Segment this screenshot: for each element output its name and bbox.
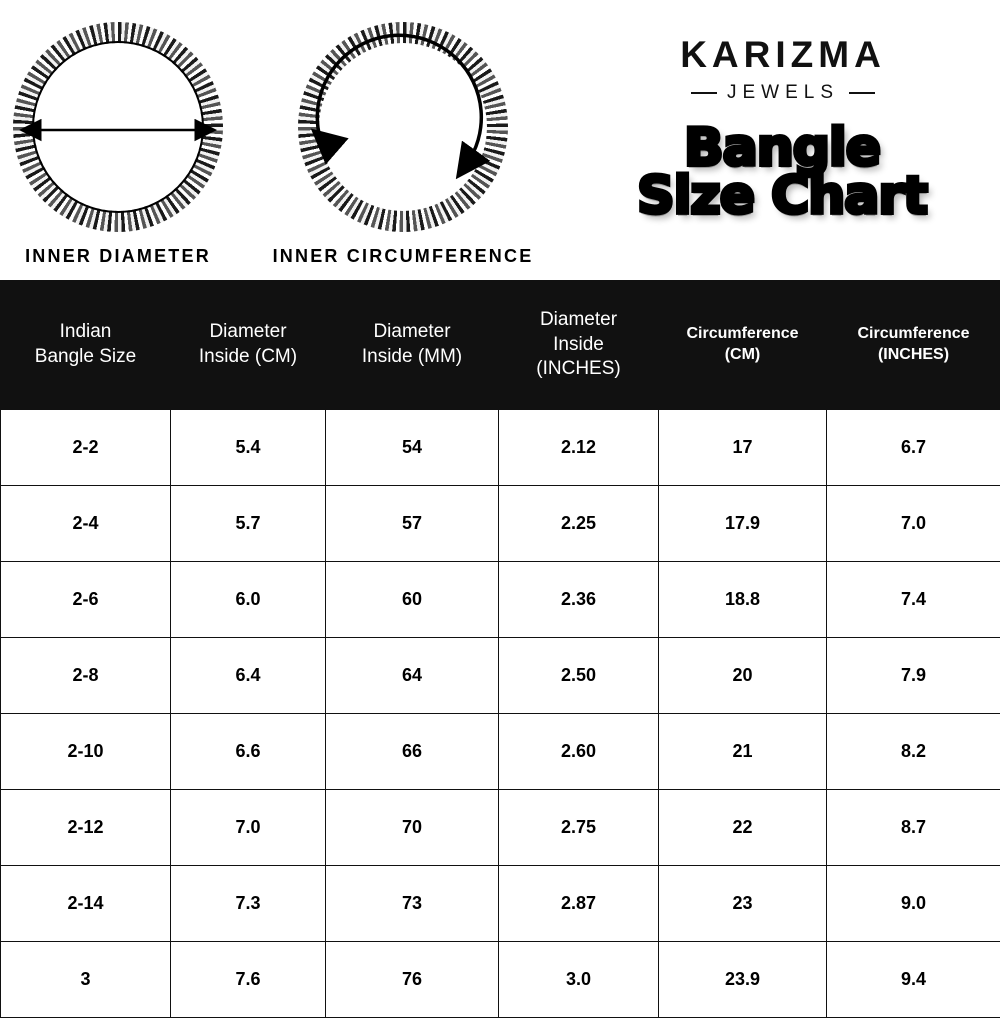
table-cell: 60: [326, 562, 499, 638]
bangle-ring-diameter: [13, 22, 223, 232]
table-cell: 7.0: [827, 486, 1000, 562]
diagram-inner-diameter: [2, 22, 234, 267]
table-cell: 2.87: [499, 866, 659, 942]
table-cell: 57: [326, 486, 499, 562]
table-cell: 2-6: [1, 562, 171, 638]
table-cell: 8.2: [827, 714, 1000, 790]
table-cell: 2.50: [499, 638, 659, 714]
table-row: [1, 562, 1000, 638]
table-cell: 7.0: [171, 790, 326, 866]
col-header-diameter-cm: [171, 281, 326, 410]
diagram-label-inner-circumference: INNER CIRCUMFERENCE: [258, 246, 548, 267]
col-header-line-1: Indian: [7, 320, 164, 345]
table-cell: 2.75: [499, 790, 659, 866]
table-cell: 5.4: [171, 410, 326, 486]
table-cell: 2.60: [499, 714, 659, 790]
brand-name: KARIZMA: [618, 36, 948, 73]
table-cell: 9.0: [827, 866, 1000, 942]
bangle-ring-circumference: [298, 22, 508, 232]
table-cell: 70: [326, 790, 499, 866]
table-cell: 7.3: [171, 866, 326, 942]
diagram-inner-circumference: [258, 22, 548, 267]
table-cell: 2-14: [1, 866, 171, 942]
table-cell: 2-8: [1, 638, 171, 714]
col-header-line-2: Inside (CM): [177, 345, 319, 370]
table-cell: 18.8: [659, 562, 827, 638]
table-body: [1, 410, 1000, 1018]
table-cell: 20: [659, 638, 827, 714]
table-cell: 2.25: [499, 486, 659, 562]
col-header-line-2: Inside: [505, 333, 652, 358]
circumference-arrow-icon: [298, 22, 508, 232]
col-header-line-2: (CM): [665, 345, 820, 366]
table-cell: 17.9: [659, 486, 827, 562]
col-header-line-2: (INCHES): [833, 345, 994, 366]
table-row: [1, 790, 1000, 866]
table-cell: 2.36: [499, 562, 659, 638]
table-cell: 6.7: [827, 410, 1000, 486]
table-cell: 23.9: [659, 942, 827, 1018]
table-header-row: [1, 281, 1000, 410]
page-title-line-1: Bangle: [612, 125, 952, 173]
table-cell: 7.4: [827, 562, 1000, 638]
table-row: [1, 942, 1000, 1018]
col-header-line-1: Diameter: [505, 308, 652, 333]
brand-subtitle-row: [618, 82, 948, 104]
table-cell: 66: [326, 714, 499, 790]
table-cell: 23: [659, 866, 827, 942]
diameter-arrow-icon: [13, 22, 223, 232]
col-header-line-1: Circumference: [833, 324, 994, 345]
col-header-circumference-cm: [659, 281, 827, 410]
table-cell: 6.0: [171, 562, 326, 638]
col-header-circumference-inches: [827, 281, 1000, 410]
col-header-line-1: Diameter: [177, 320, 319, 345]
page-title-line-2: Size Chart: [612, 173, 952, 221]
table-cell: 2-10: [1, 714, 171, 790]
table-cell: 5.7: [171, 486, 326, 562]
table-cell: 7.9: [827, 638, 1000, 714]
table-cell: 8.7: [827, 790, 1000, 866]
table-cell: 64: [326, 638, 499, 714]
table-cell: 2.12: [499, 410, 659, 486]
table-row: [1, 638, 1000, 714]
table-row: [1, 714, 1000, 790]
diagram-label-inner-diameter: INNER DIAMETER: [2, 246, 234, 267]
table-cell: 73: [326, 866, 499, 942]
table-row: [1, 866, 1000, 942]
brand-dash-left: [691, 92, 717, 94]
table-cell: 6.6: [171, 714, 326, 790]
brand-dash-right: [849, 92, 875, 94]
page-title: [612, 125, 952, 221]
table-cell: 2-12: [1, 790, 171, 866]
col-header-line-1: Circumference: [665, 324, 820, 345]
table-cell: 9.4: [827, 942, 1000, 1018]
col-header-line-2: Bangle Size: [7, 345, 164, 370]
header-illustration-area: [0, 0, 1000, 280]
table-cell: 17: [659, 410, 827, 486]
col-header-diameter-mm: [326, 281, 499, 410]
table-cell: 21: [659, 714, 827, 790]
table-cell: 76: [326, 942, 499, 1018]
col-header-line-2: Inside (MM): [332, 345, 492, 370]
table-cell: 7.6: [171, 942, 326, 1018]
brand-subtitle: JEWELS: [727, 82, 839, 104]
bangle-size-table: [0, 280, 1000, 1018]
table-row: [1, 486, 1000, 562]
table-cell: 3.0: [499, 942, 659, 1018]
table-cell: 3: [1, 942, 171, 1018]
col-header-line-1: Diameter: [332, 320, 492, 345]
brand-logo: [618, 36, 948, 104]
table-row: [1, 410, 1000, 486]
col-header-line-3: (INCHES): [505, 357, 652, 382]
table-cell: 2-4: [1, 486, 171, 562]
col-header-indian-bangle-size: [1, 281, 171, 410]
table-cell: 2-2: [1, 410, 171, 486]
table-cell: 6.4: [171, 638, 326, 714]
col-header-diameter-inches: [499, 281, 659, 410]
table-cell: 22: [659, 790, 827, 866]
table-cell: 54: [326, 410, 499, 486]
